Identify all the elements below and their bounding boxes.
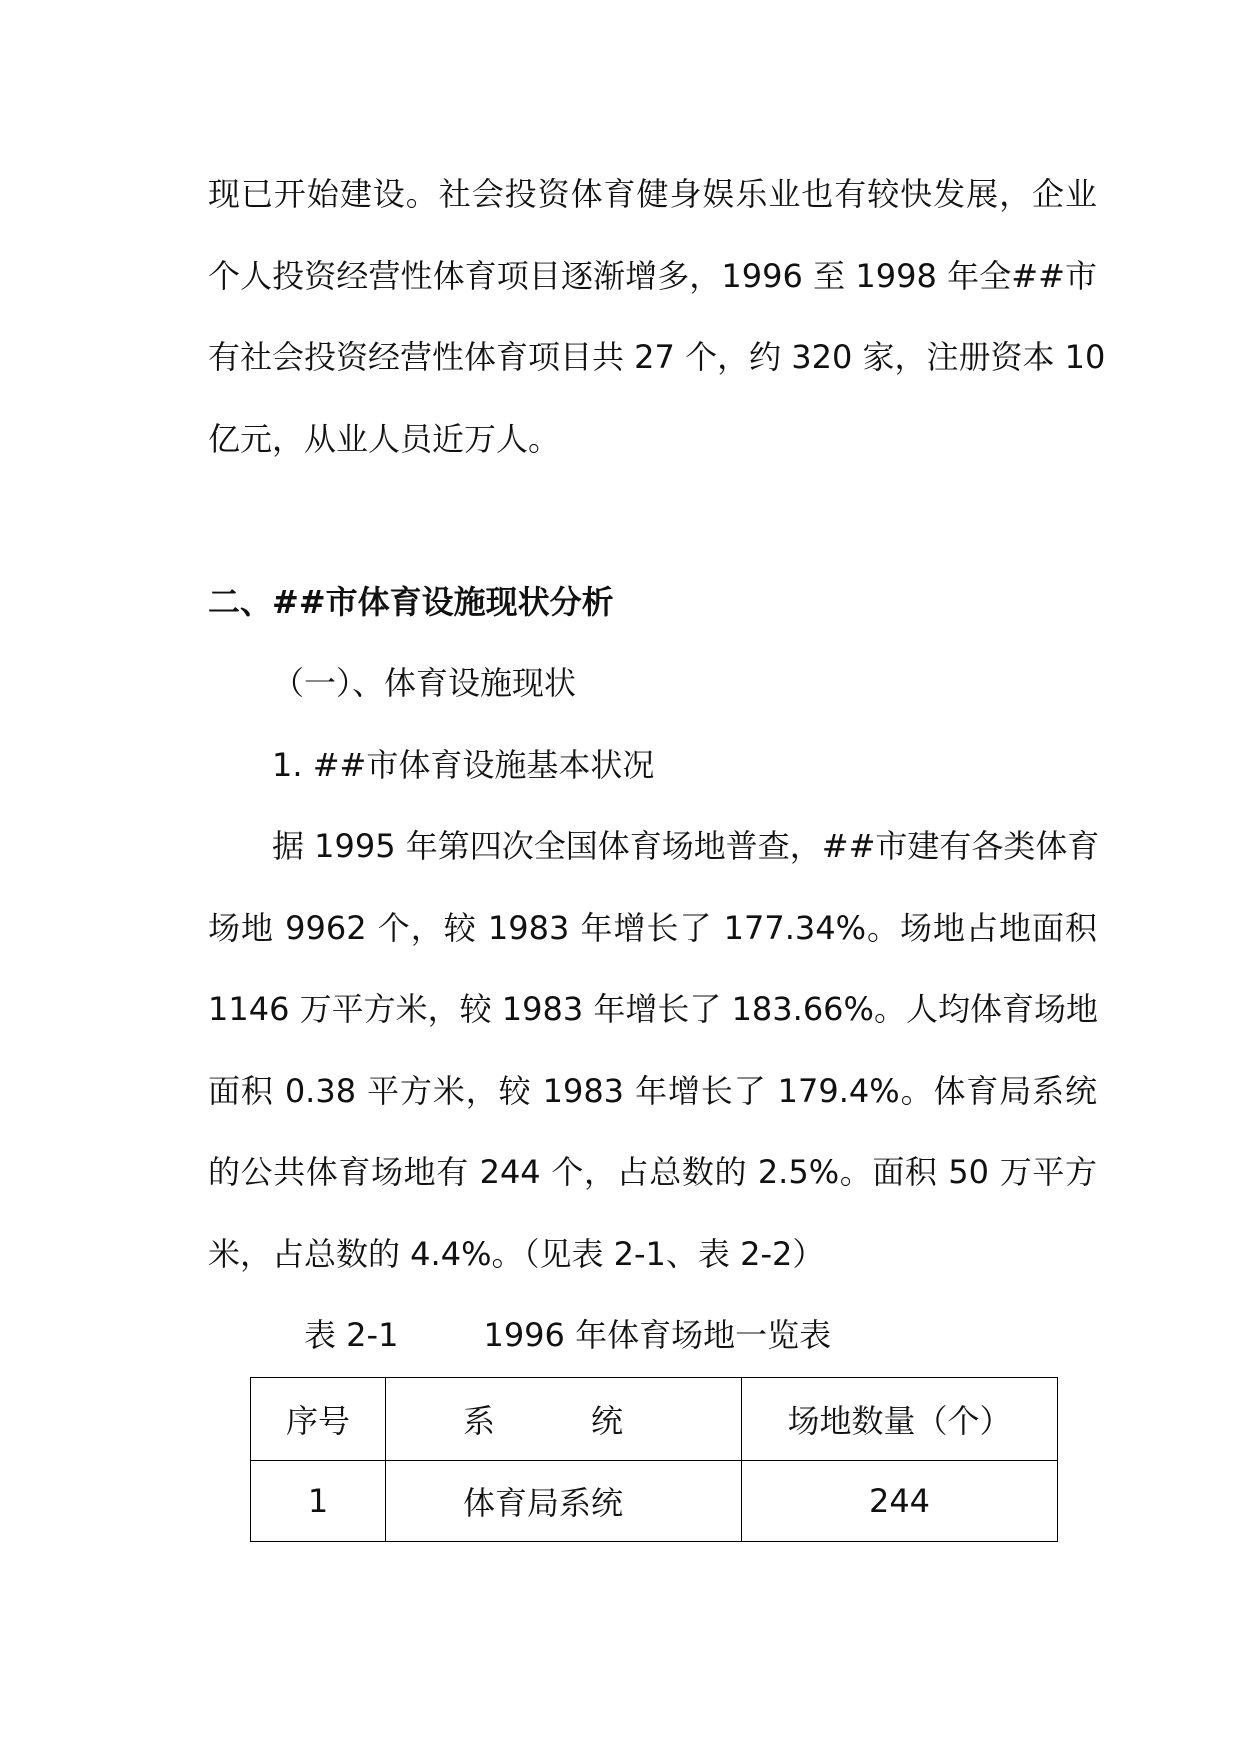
header-cell-system: 系 统 [386,1377,742,1460]
item-heading: 1. ##市体育设施基本状况 [272,745,655,784]
table-header-row [251,1377,1058,1460]
paragraph-line: 米，占总数的 4.4%。（见表 2-1、表 2-2） [208,1234,825,1273]
paragraph-line: 据 1995 年第四次全国体育场地普查，##市建有各类体育 [272,827,1100,865]
table-caption-label: 表 2-1 [304,1316,399,1354]
table-row [251,1460,1058,1541]
paragraph-line: 场地 9962 个，较 1983 年增长了 177.34%。场地占地面积 [208,908,1097,947]
cell-count: 244 [742,1460,1058,1541]
paragraph-continuation [208,154,1106,480]
paragraph-line: 有社会投资经营性体育项目共 27 个，约 320 家，注册资本 10 [208,338,1106,376]
header-cell-index: 序号 [251,1377,386,1460]
section-heading: 二、##市体育设施现状分析 [208,582,614,621]
subsection-heading: （一）、体育设施现状 [272,664,577,702]
paragraph-line: 面积 0.38 平方米，较 1983 年增长了 179.4%。体育局系统 [208,1071,1097,1110]
paragraph-facilities [208,806,1100,1295]
paragraph-line: 个人投资经营性体育项目逐渐增多，1996 至 1998 年全##市 [208,256,1097,295]
header-cell-count: 场地数量（个） [742,1377,1058,1460]
cell-system: 体育局系统 [386,1460,742,1541]
paragraph-line: 的公共体育场地有 244 个，占总数的 2.5%。面积 50 万平方 [208,1153,1097,1191]
facilities-table [250,1377,1058,1542]
paragraph-line: 现已开始建设。社会投资体育健身娱乐业也有较快发展，企业 [208,175,1097,213]
paragraph-line: 亿元，从业人员近万人。 [208,419,561,458]
table-caption-title: 1996 年体育场地一览表 [483,1316,832,1354]
table-caption [208,1295,1097,1377]
blank-line [208,480,1097,562]
paragraph-line: 1146 万平方米，较 1983 年增长了 183.66%。人均体育场地 [208,990,1098,1028]
cell-index: 1 [251,1460,386,1541]
page-content [208,154,1106,1542]
